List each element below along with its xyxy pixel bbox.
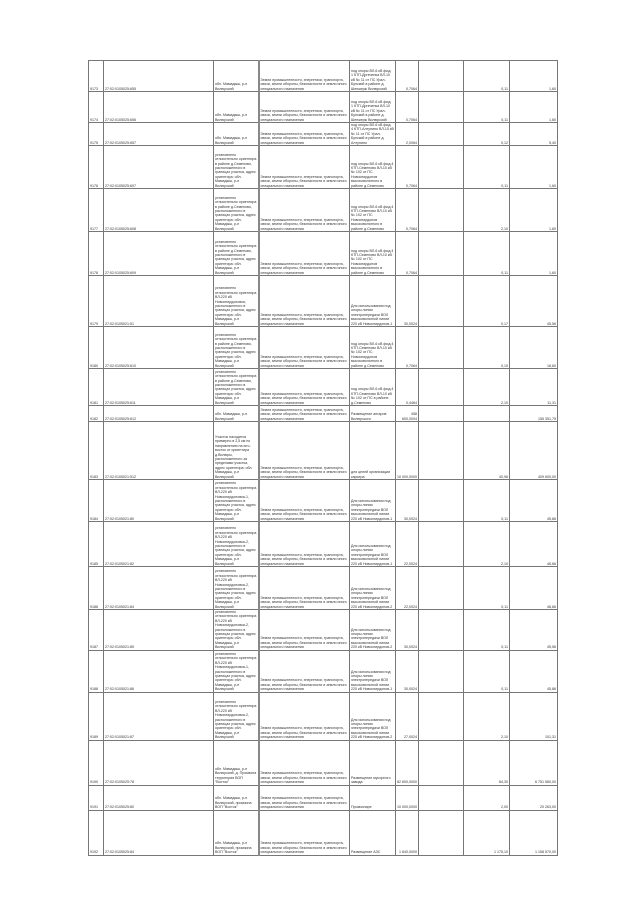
address-cell: установлено относительно ориентира в районе д.Семеново, расположенного в границах участка, адрес ориентира: обл. Мамадыш, р-н Вилюрский [214,189,259,232]
table-row [89,480,558,522]
area-cell: 1 640,0000 [396,810,419,855]
table-row [89,276,558,327]
empty-cell-cell [419,522,464,567]
table-row [89,422,558,480]
cadastral-number-cell: 27:02:0105025:612 [104,406,214,422]
area-cell: 10 000,0000 [396,422,419,480]
cadastral-value-cell: 20 263,00 [510,785,558,810]
empty-cell-cell [419,740,464,785]
empty-cell-cell [419,406,464,422]
table-row [89,406,558,422]
area-cell: 0,7064 [396,61,419,92]
table-row [89,232,558,276]
rate-cell: 0,11 [464,480,510,522]
area-cell: 30,0024 [396,276,419,327]
empty-cell-cell [419,92,464,123]
cadastral-value-cell: 46,66 [510,567,558,610]
area-cell: 0,7064 [396,327,419,369]
rate-cell: 84,30 [464,740,510,785]
row-number-cell: 9178 [89,232,104,276]
row-number-cell: 9175 [89,123,104,146]
rate-cell: 2,10 [464,522,510,567]
land-category-cell: Земли промышленности, энергетики, транспорта, связи, земли обороны, безопасности и земли иного специального назначения [259,610,350,651]
area-cell: 0,4464 [396,369,419,406]
empty-cell-cell [419,189,464,232]
table-row [89,369,558,406]
address-cell: обл. Мамадыш, р-н Вилюрский [214,123,259,146]
table-row [89,785,558,810]
land-category-cell: Земли промышленности, энергетики, транспорта, связи, земли обороны, безопасности и земли иного специального назначения [259,146,350,189]
land-category-cell: Земли промышленности, энергетики, транспорта, связи, земли обороны, безопасности и земли иного специального назначения [259,92,350,123]
empty-cell-cell [419,61,464,92]
cadastral-value-cell: 409 600,00 [510,422,558,480]
row-number-cell: 9176 [89,146,104,189]
table-row [89,61,558,92]
row-number-cell: 9173 [89,61,104,92]
permitted-use-cell: под опоры ВЛ-6 кВ фид. 1 КТП-Дргеченка ВЛ-10 кВ № 11 от ПС Урал-Бунский в районе д. Шенжерж Вилюрский [350,61,396,92]
land-category-cell: Земли промышленности, энергетики, транспорта, связи, земли обороны, безопасности и земли иного специального назначения [259,276,350,327]
address-cell: обл. Мамадыш, р-н Вилюрский [214,61,259,92]
address-cell: установлено относительно ориентира ВЛ-220 кВ Новоспирдоновка-2, расположенного в границах участка, адрес ориентира: обл. Мамадыш, р-н Вилюрский [214,522,259,567]
row-number-cell: 9192 [89,810,104,855]
address-cell: обл. Мамадыш, р-н Вилюрский, д. Промзона территория ВОП "Восток" [214,740,259,785]
cadastral-value-cell: 11,31 [510,369,558,406]
area-cell: 22,0024 [396,522,419,567]
address-cell: установлено относительно ориентира ВЛ-220 кВ Новоспирдоновка-2, расположенного в границах участка, адрес ориентира: обл. Мамадыш, р-н Вилюрский [214,692,259,740]
row-number-cell: 9190 [89,740,104,785]
permitted-use-cell: Для использования под опоры линии электропередачи ВОЛ высоковольтной линии 220 кВ Новоспирдонов-1 [350,650,396,692]
rate-cell: 0,17 [464,276,510,327]
rate-cell: 0,10 [464,327,510,369]
cadastral-number-cell: 27:02:0105025:656 [104,92,214,123]
cadastral-number-cell: 27:02:0105025:84 [104,810,214,855]
address-cell: обл. Мамадыш, р-н Вилюрский, промзона ВОП "Восток" [214,810,259,855]
cadastral-number-cell: 27:02:0105021:51 [104,276,214,327]
empty-cell-cell [419,422,464,480]
area-cell: 0,7064 [396,92,419,123]
row-number-cell: 9189 [89,692,104,740]
empty-cell-cell [419,480,464,522]
row-number-cell: 9188 [89,650,104,692]
land-category-cell: Земли промышленности, энергетики, транспорта, связи, земли обороны, безопасности и земли иного специального назначения [259,327,350,369]
cadastral-value-cell: 1,60 [510,232,558,276]
table-row [89,650,558,692]
cadastral-value-cell: 1,60 [510,61,558,92]
empty-cell-cell [419,567,464,610]
cadastral-number-cell: 27:02:0105021:86 [104,650,214,692]
row-number-cell: 9177 [89,189,104,232]
address-cell: установлено относительно ориентира в районе д.Семеново, расположенного в границах участка, адрес ориентира: обл. Мамадыш, р-н Вилюрский [214,327,259,369]
rate-cell: 2,00 [464,785,510,810]
area-cell: 0,7064 [396,189,419,232]
table-row [89,146,558,189]
row-number-cell: 9187 [89,610,104,651]
cadastral-number-cell: 27:02:0105025:657 [104,123,214,146]
address-cell: установлено относительно ориентира ВЛ-220 кВ Новоспирдоновка-2, расположенного в границах участка, адрес ориентира: обл. Мамадыш, р-н Вилюрский [214,567,259,610]
permitted-use-cell: под опоры ВЛ-6 кВ фид. 4 КТП-Алтунино ВЛ-10 кВ № 11 от ПС Урал-Бунский в районе д. Алтунино [351,123,394,145]
land-category-cell: Земли промышленности, энергетики, транспорта, связи, земли обороны, безопасности и земли иного специального назначения [259,61,350,92]
rate-cell: 0,11 [464,92,510,123]
land-category-cell: Земли промышленности, энергетики, транспорта, связи, земли обороны, безопасности и земли иного специального назначения [259,189,350,232]
address-cell: установлено относительно ориентира в районе д.Семеново, расположенного в границах участка, адрес ориентира: обл. Мамадыш, р-н Вилюрский [214,369,259,406]
table-row [89,522,558,567]
rate-cell [464,406,510,422]
row-number-cell: 9186 [89,567,104,610]
row-number-cell: 9184 [89,480,104,522]
area-cell: 82 600,0000 [396,740,419,785]
empty-cell-cell [419,785,464,810]
land-category-cell: Земли промышленности, энергетики, транспорта, связи, земли обороны, безопасности и земли иного специального назначения [259,567,350,610]
empty-cell-cell [419,327,464,369]
cadastral-value-cell: 45,56 [510,610,558,651]
cadastral-number-cell: 27:02:0105025:80 [104,785,214,810]
cadastral-value-cell: 45,86 [510,480,558,522]
address-cell: установлено относительно ориентира в районе д.Семеново, расположенного в границах участка, адрес ориентира: обл. Мамадыш, р-н Вилюрский [214,146,259,189]
land-category-cell: Земли промышленности, энергетики, транспорта, связи, земли обороны, безопасности и земли иного специального назначения [259,740,350,785]
land-category-cell: Земли промышленности, энергетики, транспорта, связи, земли обороны, безопасности и земли иного специального назначения [259,692,350,740]
land-category-cell: Земли промышленности, энергетики, транспорта, связи, земли обороны, безопасности и земли иного специального назначения [259,650,350,692]
row-number-cell: 9182 [89,406,104,422]
cadastral-number-cell: 27:02:0105025:78 [104,740,214,785]
address-cell: установлено относительно ориентира в районе д.Семеново, расположенного в границах участка, адрес ориентира: обл. Мамадыш, р-н Вилюрский [214,232,259,276]
cadastral-number-cell: 27:02:0105025:610 [104,327,214,369]
table-row [89,810,558,855]
area-cell: 2,0064 [396,123,419,146]
area-cell: 22,0024 [396,567,419,610]
address-cell: Участок находится примерно в 2,5 км по направлению на юго-восток от ориентира д.Вилюры, расположенного за пределами участка, адрес ориентира: обл. Мамадыш, р-н Вилюрский [214,422,259,480]
row-number-cell: 9174 [89,92,104,123]
cadastral-number-cell: 27:02:0105025:609 [104,232,214,276]
permitted-use-cell: Для использования под опоры линии электропередачи ВОЛ высоковольтной линии 220 кВ Новоспирдонов-1 [350,480,396,522]
table-row [89,692,558,740]
empty-cell-cell [419,232,464,276]
cadastral-number-cell: 27:02:0105021:85 [104,610,214,651]
cadastral-value-cell: 46,66 [510,522,558,567]
empty-cell-cell [419,369,464,406]
land-plots-table [88,60,558,856]
cadastral-value-cell: 16,60 [510,327,558,369]
permitted-use-cell: Для использования под опоры линии электропередачи ВОЛ высоковольтной линии 220 кВ Новоспирдонов-2 [350,692,396,740]
empty-cell-cell [419,123,464,146]
permitted-use-cell: Для использования под опоры линии электропередачи ВОЛ высоковольтной линии 220 кВ Новоспирдонов-2 [350,610,396,651]
permitted-use-cell: под опоры ВЛ-6 кВ фид.4 КТП-Семеново ВЛ-10 кВ № 102 от ПС Новоспирдонов высоковольтного в районе д.Семеново [350,146,396,189]
cadastral-number-cell: 27:02:0105025:608 [104,189,214,232]
address-cell: установлено относительно ориентира ВЛ-220 кВ Новоспирдоновка-2, расположенного в границах участка, адрес ориентира: обл. Мамадыш, р-н Вилюрский [214,610,259,651]
empty-cell-cell [419,650,464,692]
cadastral-number-cell: 27:02:0105025:611 [104,369,214,406]
rate-cell: 1 175,10 [464,810,510,855]
land-category-cell: Земли промышленности, энергетики, транспорта, связи, земли обороны, безопасности и земли иного специального назначения [259,810,350,855]
row-number-cell: 9179 [89,276,104,327]
permitted-use-cell: под опоры ВЛ-6 кВ фид.4 КТП-Семеново ВЛ-10 кВ № 102 от ПС Новоспирдонов высоковольтного в районе д.Семеново [350,232,396,276]
area-cell: 27,0024 [396,692,419,740]
row-number-cell: 9191 [89,785,104,810]
permitted-use-cell: под опоры ВЛ-6 кВ фид.4 КТП-Семеново ВЛ-10 кВ № 102 от ПС Новоспирдонов высоковольтного в районе д.Семеново [350,327,396,369]
permitted-use-cell: Для использования под опоры линии электропередачи ВОЛ высоковольтной линии 220 кВ Новоспирдонов-2 [350,567,396,610]
rate-cell: 2,10 [464,189,510,232]
table-row [89,92,558,123]
cadastral-value-cell: 6 751 560,00 [510,740,558,785]
address-cell: установлено относительно ориентира ВЛ-220 кВ Новоспирдоновка, расположенного в границах участка, адрес ориентира: обл. Мамадыш, р-н Вилюрский [214,276,259,327]
area-cell: 458 600,0004 [396,406,419,422]
empty-cell-cell [419,810,464,855]
area-cell: 10 000,0000 [396,785,419,810]
table-row [89,123,558,146]
table-row [89,189,558,232]
land-category-cell: Земли промышленности, энергетики, транспорта, связи, земли обороны, безопасности и земли иного специального назначения [259,785,350,810]
address-cell: установлено относительно ориентира ВЛ-220 кВ Новоспирдоновка-1, расположенного в границах участка, адрес ориентира: обл. Мамадыш, р-н Вилюрский [214,480,259,522]
permitted-use-cell: для целей организации карьера [350,422,396,480]
permitted-use-cell: Размещение мусорного завода [350,740,396,785]
cadastral-number-cell: 27:02:0105021:87 [104,692,214,740]
area-cell: 30,0024 [396,480,419,522]
cadastral-value-cell: 1 158 570,00 [510,810,558,855]
cadastral-value-cell: 155 351,75 [510,406,558,422]
rate-cell: 0,11 [464,567,510,610]
row-number-cell: 9185 [89,522,104,567]
rate-cell: 0,11 [464,232,510,276]
cadastral-value-cell: 1,60 [510,146,558,189]
area-cell: 0,7064 [396,232,419,276]
table-row [89,567,558,610]
empty-cell-cell [419,276,464,327]
area-cell: 0,7064 [396,146,419,189]
permitted-use-cell: Промзонаре [350,785,396,810]
empty-cell-cell [419,146,464,189]
rate-cell: 0,11 [464,61,510,92]
land-category-cell: Земли промышленности, энергетики, транспорта, связи, земли обороны, безопасности и земли иного специального назначения [259,406,350,422]
cadastral-number-cell: 27:02:0105021:512 [104,422,214,480]
address-cell: обл. Мамадыш, р-н Вилюрский [214,406,259,422]
rate-cell: 2,10 [464,692,510,740]
cadastral-value-cell: 45,86 [510,650,558,692]
row-number-cell: 9180 [89,327,104,369]
cadastral-number-cell: 27:02:0105025:607 [104,146,214,189]
empty-cell-cell [419,610,464,651]
rate-cell: 0,11 [464,146,510,189]
empty-cell-cell [419,692,464,740]
rate-cell: 2,10 [464,369,510,406]
permitted-use-cell: под опоры ВЛ-6 кВ фид. 1 КТП-Дргеченка ВЛ-10 кВ № 11 от ПС Урал-Бунский в районе д. Шенжерж Вилюрский [350,92,396,123]
cadastral-value-cell: 1,60 [510,189,558,232]
rate-cell: 0,11 [464,650,510,692]
land-category-cell: Земли промышленности, энергетики, транспорта, связи, земли обороны, безопасности и земли иного специального назначения [259,480,350,522]
cadastral-number-cell: 27:02:0105021:84 [104,567,214,610]
table-row [89,610,558,651]
land-category-cell: Земли промышленности, энергетики, транспорта, связи, земли обороны, безопасности и земли иного специального назначения [259,422,350,480]
land-category-cell: Земли промышленности, энергетики, транспорта, связи, земли обороны, безопасности и земли иного специального назначения [259,232,350,276]
row-number-cell: 9181 [89,369,104,406]
permitted-use-cell: Размещение АЗС [350,810,396,855]
cadastral-number-cell: 27:02:0105021:82 [104,522,214,567]
address-cell: обл. Мамадыш, р-н Вилюрский, промзона ВОП "Восток" [214,785,259,810]
permitted-use-cell: под опоры ВЛ-6 кВ фид.4 КТП-Семеново ВЛ-10 кВ № 102 от ПС Новоспирдонов высоковольтного в районе д.Семеново [350,189,396,232]
row-number-cell: 9183 [89,422,104,480]
permitted-use-cell: Для использования под опоры линии электропередачи ВОЛ высоковольтной линии 220 кВ Новоспирдонов-1 [350,522,396,567]
cadastral-value-cell: 5,40 [510,123,558,146]
cadastral-number-cell: 27:02:0105021:80 [104,480,214,522]
address-cell: обл. Мамадыш, р-н Вилюрский [214,92,259,123]
rate-cell: 40,96 [464,422,510,480]
table-row [89,327,558,369]
land-category-cell: Земли промышленности, энергетики, транспорта, связи, земли обороны, безопасности и земли иного специального назначения [259,123,350,146]
cadastral-value-cell: 101,31 [510,692,558,740]
rate-cell: 0,12 [464,123,510,146]
permitted-use-cell: Размещение ангаров Вилюрского [350,406,396,422]
table-row [89,740,558,785]
rate-cell: 0,11 [464,610,510,651]
address-cell: установлено относительно ориентира ВЛ-220 кВ Новоспирдоновка-1, расположенного в границах участка, адрес ориентира: обл. Мамадыш, р-н Вилюрский [214,650,259,692]
land-category-cell: Земли промышленности, энергетики, транспорта, связи, земли обороны, безопасности и земли иного специального назначения [259,522,350,567]
cadastral-value-cell: 45,56 [510,276,558,327]
cadastral-number-cell: 27:02:0105025:655 [104,61,214,92]
permitted-use-cell: под опоры ВЛ-6 кВ фид.4 КТП-Семеново ВЛ-10 кВ № 102 от ПС в районе д.Семеново [350,369,396,406]
cadastral-value-cell: 1,60 [510,92,558,123]
area-cell: 30,0024 [396,650,419,692]
permitted-use-cell: Для использования под опоры линии электропередачи ВОЛ высоковольтной линии 220 кВ Новоспирдонов-1 [350,276,396,327]
area-cell: 30,0024 [396,610,419,651]
land-category-cell: Земли промышленности, энергетики, транспорта, связи, земли обороны, безопасности и земли иного специального назначения [259,369,350,406]
